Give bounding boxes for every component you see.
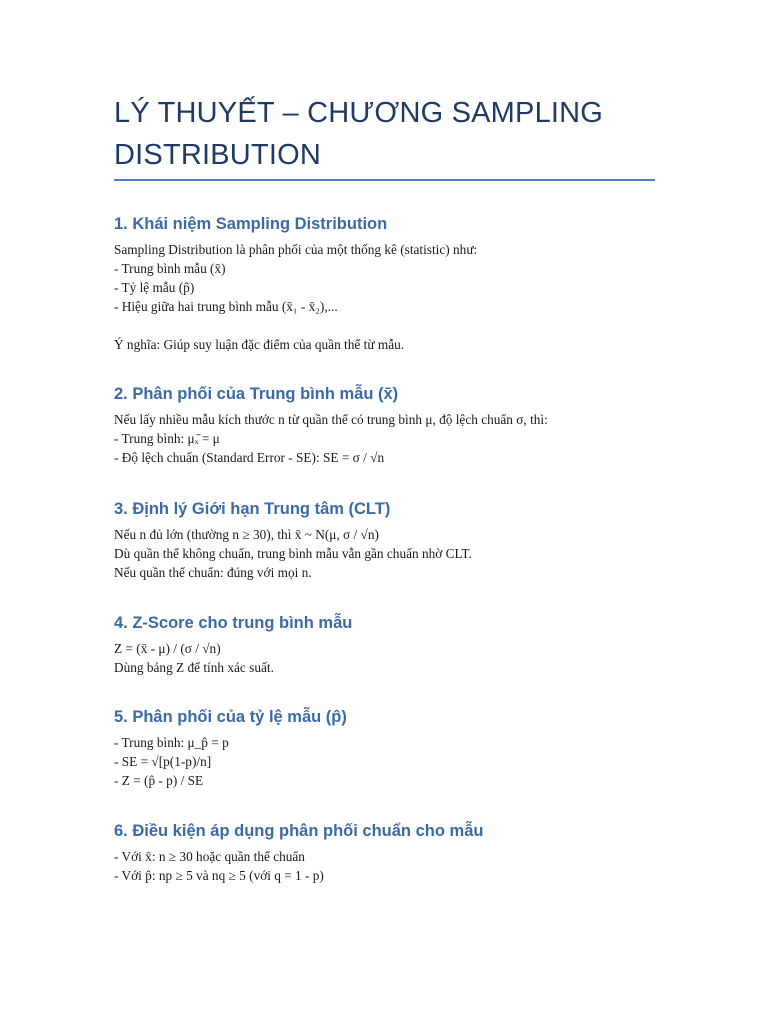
section-text-line: - Với p̂: np ≥ 5 và nq ≥ 5 (với q = 1 - p) xyxy=(114,868,324,883)
section-text-line: Sampling Distribution là phân phối của một thống kê (statistic) như: xyxy=(114,242,478,257)
section-text-line: - Hiệu giữa hai trung bình mẫu (x̄₁ - x̄₂),... xyxy=(114,299,338,314)
section-text-line: - Với x̄: n ≥ 30 hoặc quần thể chuẩn xyxy=(114,849,305,864)
section-text-line: - Độ lệch chuẩn (Standard Error - SE): SE = σ / √n xyxy=(114,450,385,465)
section-text-line: - Tỷ lệ mẫu (p̂) xyxy=(114,280,195,295)
title-line-1: LÝ THUYẾT – CHƯƠNG SAMPLING xyxy=(114,97,604,129)
document-title xyxy=(114,92,654,176)
section-sample-proportion xyxy=(114,705,674,790)
section-heading: 5. Phân phối của tỷ lệ mẫu (p̂) xyxy=(114,708,347,726)
section-text-line: - SE = √[p(1-p)/n] xyxy=(114,754,212,769)
section-text-line: - Trung bình: μₓ̄ = μ xyxy=(114,431,220,446)
section-text-line: Nếu lấy nhiều mẫu kích thước n từ quần thể có trung bình μ, độ lệch chuẩn σ, thì: xyxy=(114,412,548,427)
section-sampling-distribution xyxy=(114,212,674,354)
title-underline xyxy=(114,179,655,181)
section-clt xyxy=(114,497,674,582)
section-heading: 6. Điều kiện áp dụng phân phối chuẩn cho mẫu xyxy=(114,822,484,840)
section-text-line: Z = (x̄ - μ) / (σ / √n) xyxy=(114,641,221,656)
section-normal-conditions xyxy=(114,819,674,885)
blank-line xyxy=(114,316,674,335)
section-text-line: - Trung bình: μ_p̂ = p xyxy=(114,735,229,750)
section-heading: 2. Phân phối của Trung bình mẫu (x̄) xyxy=(114,385,399,403)
section-heading: 3. Định lý Giới hạn Trung tâm (CLT) xyxy=(114,500,391,518)
section-heading: 1. Khái niệm Sampling Distribution xyxy=(114,215,388,233)
section-text-line: Nếu quần thể chuẩn: đúng với mọi n. xyxy=(114,565,312,580)
section-sample-mean-distribution xyxy=(114,382,674,467)
section-text-line: Ý nghĩa: Giúp suy luận đặc điểm của quần thể từ mẫu. xyxy=(114,337,405,352)
section-text-line: Dù quần thể không chuẩn, trung bình mẫu vẫn gần chuẩn nhờ CLT. xyxy=(114,546,472,561)
section-text-line: - Z = (p̂ - p) / SE xyxy=(114,773,204,788)
section-text-line: Nếu n đủ lớn (thường n ≥ 30), thì x̄ ~ N(μ, σ / √n) xyxy=(114,527,379,542)
section-z-score xyxy=(114,611,674,677)
section-text-line: Dùng bảng Z để tính xác suất. xyxy=(114,660,274,675)
title-line-2: DISTRIBUTION xyxy=(114,139,322,171)
section-text-line: - Trung bình mẫu (x̄) xyxy=(114,261,226,276)
section-heading: 4. Z-Score cho trung bình mẫu xyxy=(114,614,353,632)
